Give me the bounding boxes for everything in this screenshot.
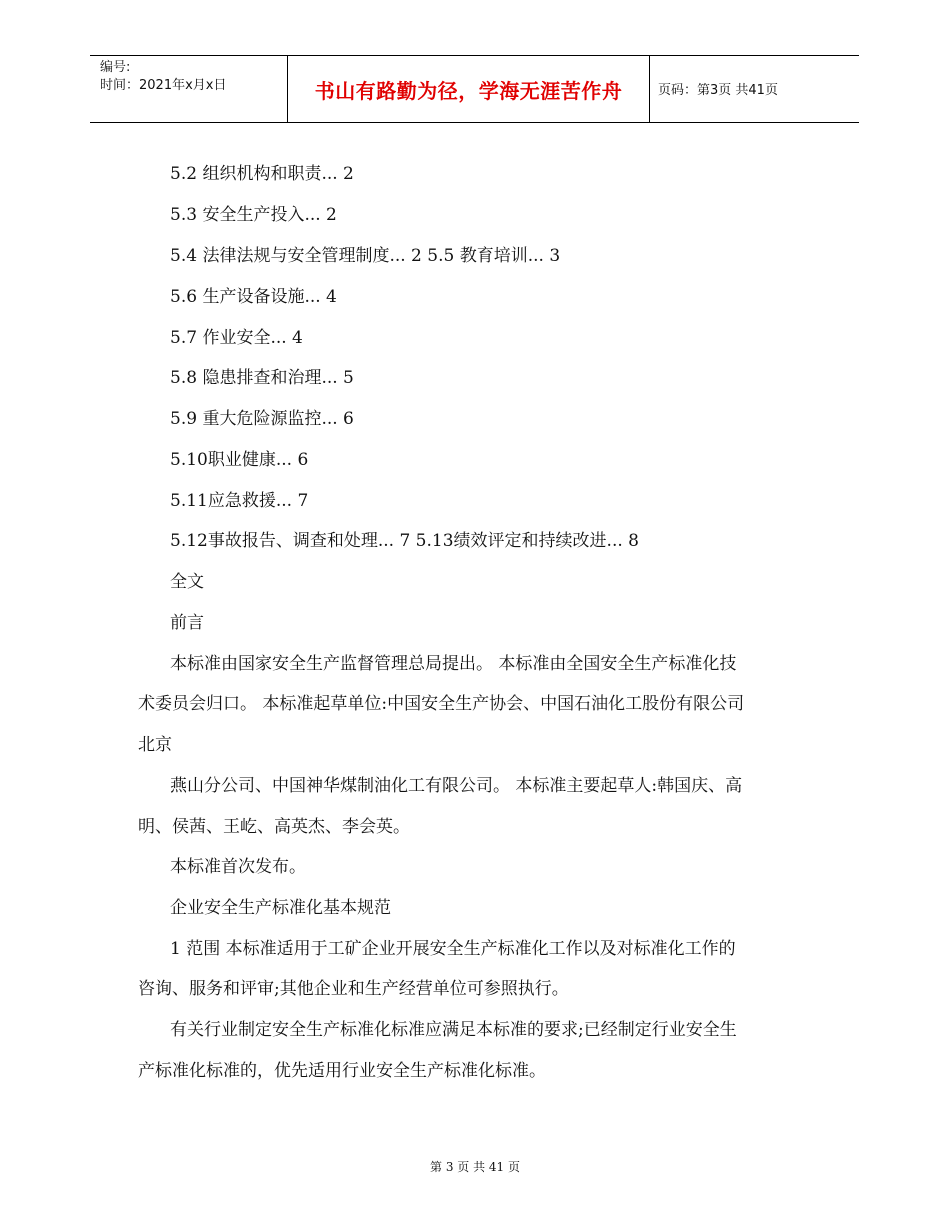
- header-meta: [90, 56, 287, 122]
- page-footer: 第 3 页 共 41 页: [430, 1160, 520, 1174]
- toc-item: 5.12事故报告、调查和处理... 7 5.13绩效评定和持续改进... 8: [170, 531, 639, 551]
- toc-item: 5.11应急救援... 7: [170, 491, 309, 511]
- toc-item: 5.4 法律法规与安全管理制度... 2 5.5 教育培训... 3: [170, 246, 561, 266]
- page-header: [90, 55, 859, 123]
- document-number-label: 编号:: [100, 60, 131, 75]
- header-motto: 书山有路勤为径，学海无涯苦作舟: [314, 78, 623, 103]
- paragraph-line: 明、侯茜、王屹、高英杰、李会英。: [138, 817, 410, 837]
- paragraph-line: 产标准化标准的，优先适用行业安全生产标准化标准。: [138, 1061, 546, 1081]
- toc-item: 5.8 隐患排查和治理... 5: [170, 368, 354, 388]
- preface-heading: 前言: [170, 613, 204, 633]
- paragraph-line: 燕山分公司、中国神华煤制油化工有限公司。 本标准主要起草人:韩国庆、高: [170, 776, 743, 796]
- header-page-info: 页码：第3页 共41页: [658, 83, 778, 98]
- paragraph-line: 本标准由国家安全生产监督管理总局提出。 本标准由全国安全生产标准化技: [170, 654, 737, 674]
- paragraph-line: 有关行业制定安全生产标准化标准应满足本标准的要求;已经制定行业安全生: [170, 1020, 737, 1040]
- toc-item: 5.7 作业安全... 4: [170, 328, 303, 348]
- paragraph-line: 本标准首次发布。: [170, 857, 306, 877]
- section-title: 企业安全生产标准化基本规范: [170, 898, 391, 918]
- toc-item: 5.10职业健康... 6: [170, 450, 309, 470]
- toc-item: 5.6 生产设备设施... 4: [170, 287, 337, 307]
- toc-item: 5.2 组织机构和职责... 2: [170, 164, 354, 184]
- toc-item: 5.3 安全生产投入... 2: [170, 205, 337, 225]
- fulltext-heading: 全文: [170, 572, 204, 592]
- paragraph-line: 术委员会归口。 本标准起草单位:中国安全生产协会、中国石油化工股份有限公司: [138, 694, 745, 714]
- header-divider: [649, 56, 650, 122]
- document-time: 时间：2021年x月x日: [100, 78, 227, 93]
- paragraph-line: 1 范围 本标准适用于工矿企业开展安全生产标准化工作以及对标准化工作的: [170, 939, 736, 959]
- toc-item: 5.9 重大危险源监控... 6: [170, 409, 354, 429]
- paragraph-line: 北京: [138, 735, 172, 755]
- paragraph-line: 咨询、服务和评审;其他企业和生产经营单位可参照执行。: [138, 979, 569, 999]
